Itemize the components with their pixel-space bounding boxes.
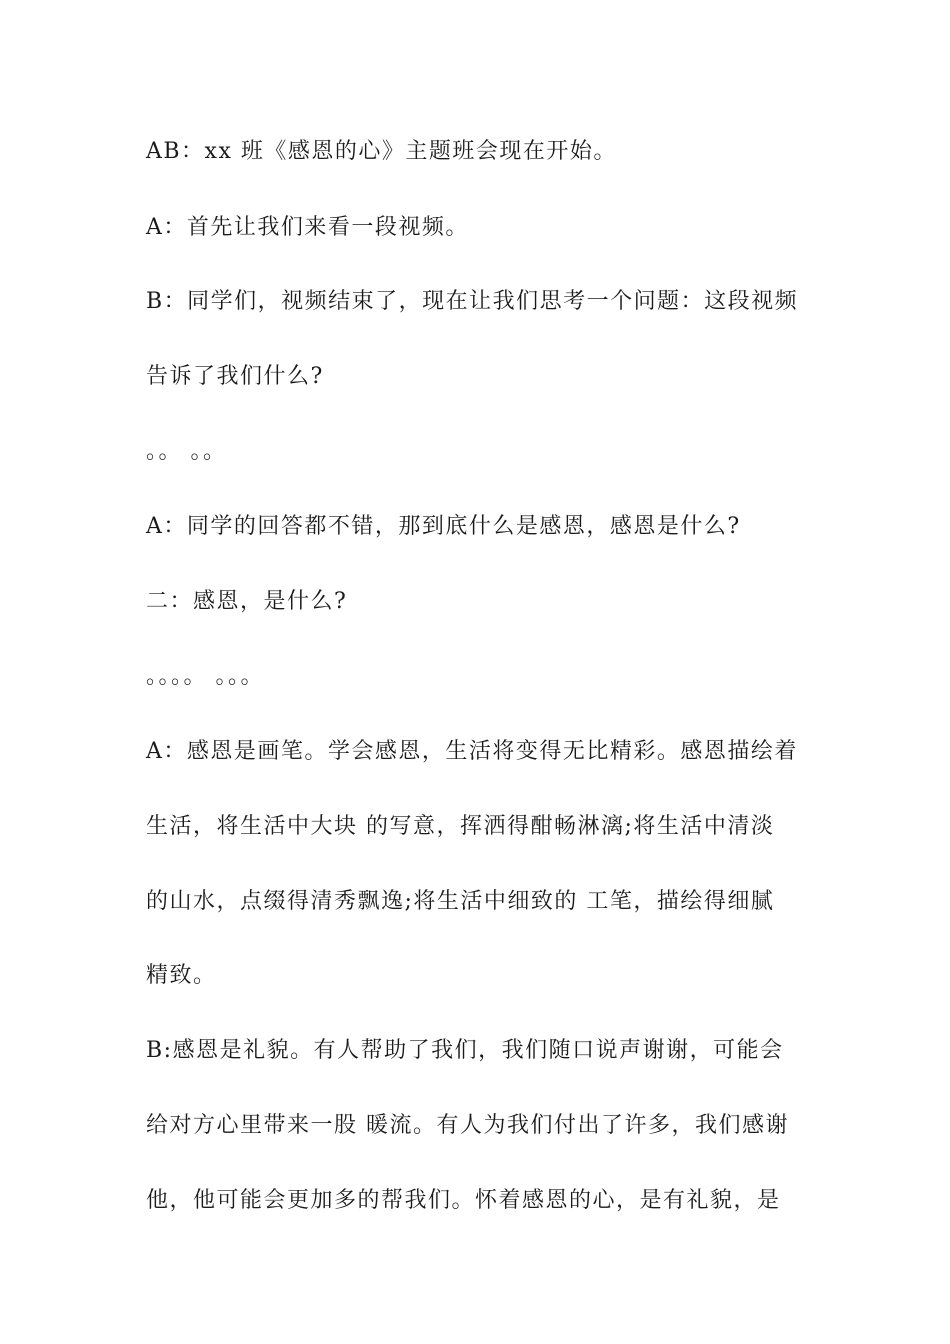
text-line-section-two: 二：感恩，是什么? <box>146 589 348 614</box>
text-line-a-brush-1: A：感恩是画笔。学会感恩，生活将变得无比精彩。感恩描绘着 <box>146 739 798 764</box>
text-line-ellipsis-1: 。。 。。 <box>146 439 227 464</box>
text-line-b-question-cont: 告诉了我们什么? <box>146 364 324 389</box>
text-line-ellipsis-2: 。。。。 。。。 <box>146 664 264 689</box>
text-line-b-courtesy-1: B:感恩是礼貌。有人帮助了我们，我们随口说声谢谢，可能会 <box>146 1038 784 1063</box>
text-line-a-video: A：首先让我们来看一段视频。 <box>146 215 469 240</box>
text-line-b-question: B：同学们，视频结束了，现在让我们思考一个问题：这段视频 <box>146 289 799 314</box>
text-line-a-brush-4: 精致。 <box>146 963 217 988</box>
text-line-opening: AB：xx 班《感恩的心》主题班会现在开始。 <box>146 139 617 164</box>
text-line-b-courtesy-2: 给对方心里带来一股 暖流。有人为我们付出了许多，我们感谢 <box>146 1113 789 1138</box>
text-line-b-courtesy-3: 他，他可能会更加多的帮我们。怀着感恩的心，是有礼貌，是 <box>146 1188 781 1213</box>
text-line-a-answer: A：同学的回答都不错，那到底什么是感恩，感恩是什么? <box>146 514 741 539</box>
text-line-a-brush-3: 的山水，点缀得清秀飘逸;将生活中细致的 工笔，描绘得细腻 <box>146 889 775 914</box>
text-line-a-brush-2: 生活，将生活中大块 的写意，挥洒得酣畅淋漓;将生活中清淡 <box>146 814 775 839</box>
